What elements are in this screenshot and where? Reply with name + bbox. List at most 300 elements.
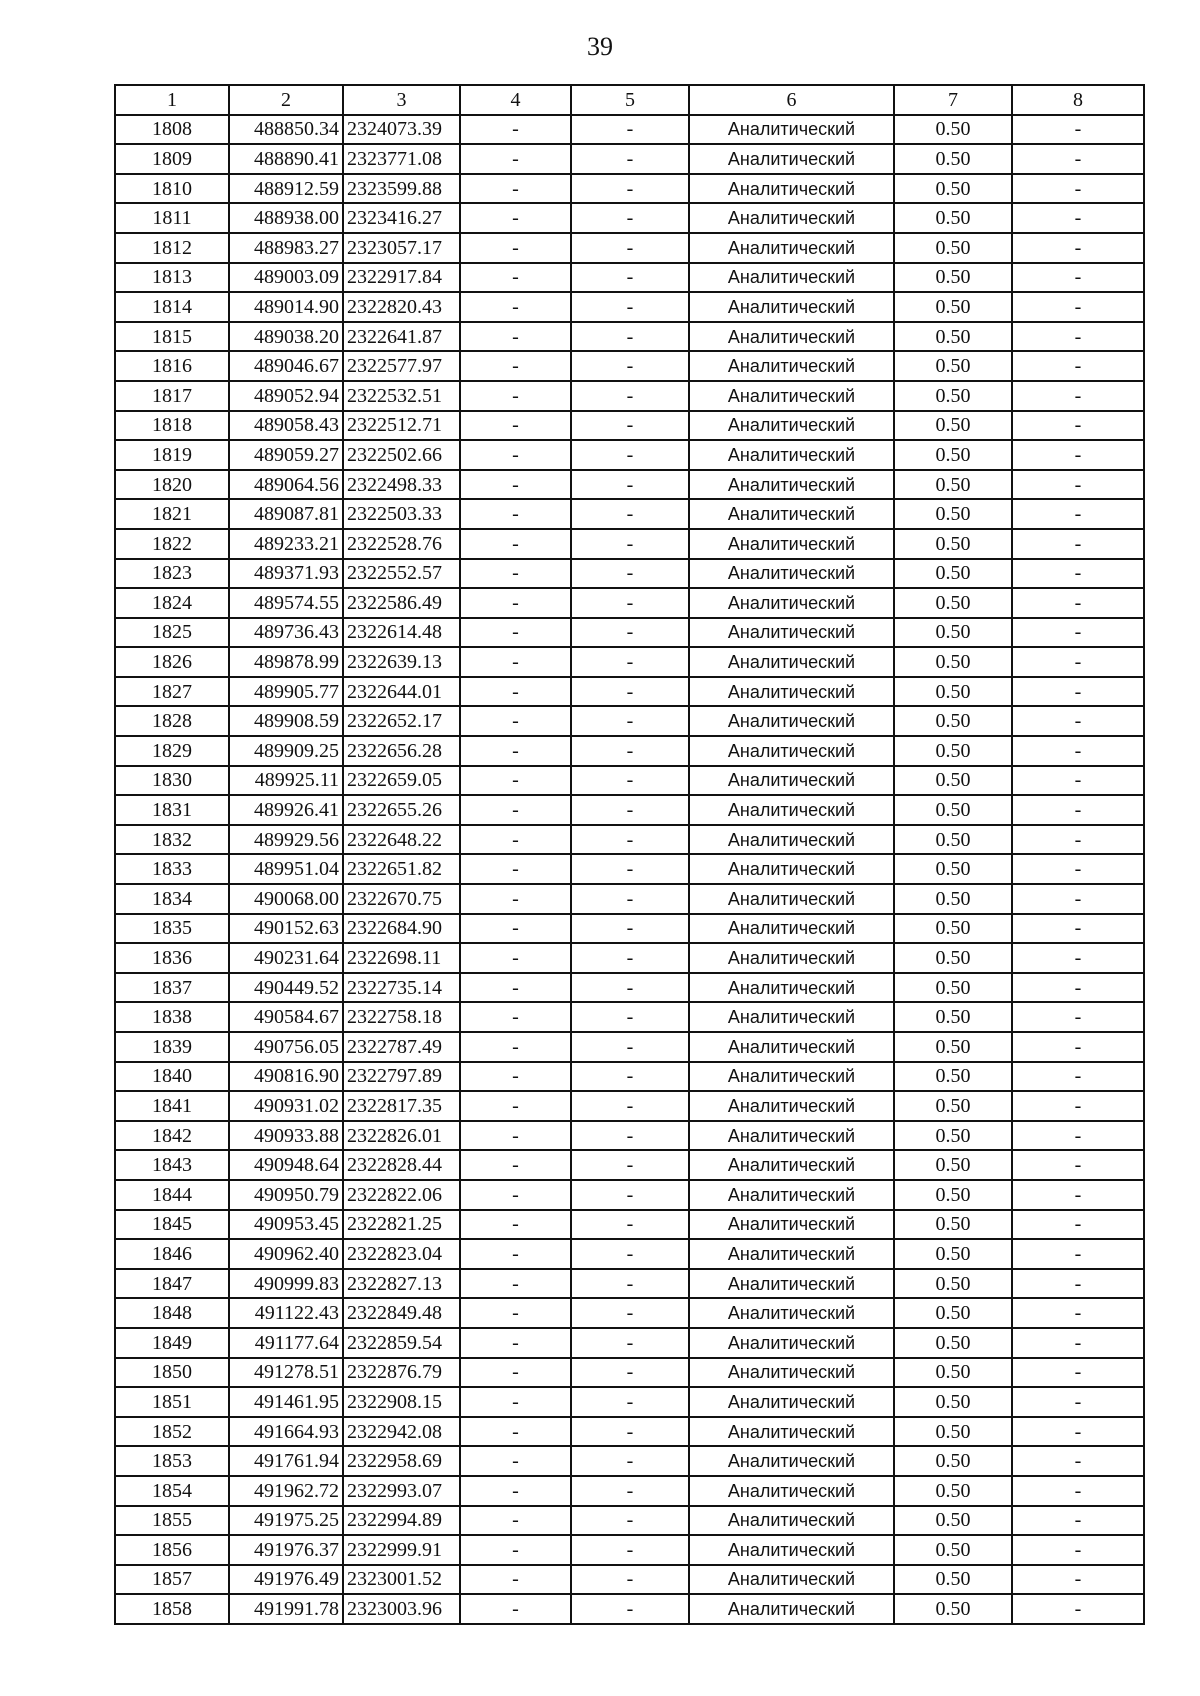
y-coordinate-cell: 2322652.17 — [343, 706, 460, 736]
x-coordinate-cell: 488850.34 — [229, 115, 343, 145]
column-8-cell: - — [1012, 1150, 1144, 1180]
column-5-cell: - — [571, 351, 689, 381]
column-8-cell: - — [1012, 351, 1144, 381]
column-8-cell: - — [1012, 795, 1144, 825]
accuracy-cell: 0.50 — [894, 1239, 1012, 1269]
y-coordinate-cell: 2322797.89 — [343, 1062, 460, 1092]
x-coordinate-cell: 489878.99 — [229, 647, 343, 677]
column-4-cell: - — [460, 1210, 571, 1240]
x-coordinate-cell: 489951.04 — [229, 854, 343, 884]
column-8-cell: - — [1012, 914, 1144, 944]
column-4-cell: - — [460, 1002, 571, 1032]
table-row — [115, 1121, 1144, 1151]
x-coordinate-cell: 489925.11 — [229, 766, 343, 796]
point-number-cell: 1844 — [115, 1180, 229, 1210]
table-row — [115, 174, 1144, 204]
table-row — [115, 529, 1144, 559]
accuracy-cell: 0.50 — [894, 1150, 1012, 1180]
column-5-cell: - — [571, 1535, 689, 1565]
accuracy-cell: 0.50 — [894, 440, 1012, 470]
table-row — [115, 1328, 1144, 1358]
column-8-cell: - — [1012, 706, 1144, 736]
page-number: 39 — [587, 32, 613, 61]
point-number-cell: 1857 — [115, 1565, 229, 1595]
point-number-cell: 1856 — [115, 1535, 229, 1565]
method-cell: Аналитический — [689, 1210, 894, 1240]
table-row — [115, 499, 1144, 529]
point-number-cell: 1811 — [115, 203, 229, 233]
y-coordinate-cell: 2322787.49 — [343, 1032, 460, 1062]
accuracy-cell: 0.50 — [894, 322, 1012, 352]
y-coordinate-cell: 2322942.08 — [343, 1417, 460, 1447]
column-5-cell: - — [571, 706, 689, 736]
table-row — [115, 647, 1144, 677]
column-8-cell: - — [1012, 884, 1144, 914]
x-coordinate-cell: 488890.41 — [229, 144, 343, 174]
column-4-cell: - — [460, 1121, 571, 1151]
table-row — [115, 588, 1144, 618]
accuracy-cell: 0.50 — [894, 1417, 1012, 1447]
column-header: 6 — [689, 85, 894, 115]
column-8-cell: - — [1012, 1121, 1144, 1151]
column-4-cell: - — [460, 1506, 571, 1536]
point-number-cell: 1815 — [115, 322, 229, 352]
table-row — [115, 322, 1144, 352]
column-8-cell: - — [1012, 1506, 1144, 1536]
column-8-cell: - — [1012, 1239, 1144, 1269]
column-8-cell: - — [1012, 1091, 1144, 1121]
column-5-cell: - — [571, 529, 689, 559]
column-5-cell: - — [571, 1091, 689, 1121]
point-number-cell: 1814 — [115, 292, 229, 322]
column-4-cell: - — [460, 1565, 571, 1595]
table-row — [115, 854, 1144, 884]
accuracy-cell: 0.50 — [894, 943, 1012, 973]
column-5-cell: - — [571, 766, 689, 796]
point-number-cell: 1849 — [115, 1328, 229, 1358]
table-row — [115, 233, 1144, 263]
method-cell: Аналитический — [689, 588, 894, 618]
column-5-cell: - — [571, 381, 689, 411]
x-coordinate-cell: 489003.09 — [229, 263, 343, 293]
point-number-cell: 1818 — [115, 411, 229, 441]
column-8-cell: - — [1012, 499, 1144, 529]
point-number-cell: 1832 — [115, 825, 229, 855]
x-coordinate-cell: 490953.45 — [229, 1210, 343, 1240]
accuracy-cell: 0.50 — [894, 706, 1012, 736]
table-row — [115, 559, 1144, 589]
column-5-cell: - — [571, 1121, 689, 1151]
y-coordinate-cell: 2322552.57 — [343, 559, 460, 589]
method-cell: Аналитический — [689, 499, 894, 529]
column-8-cell: - — [1012, 144, 1144, 174]
column-8-cell: - — [1012, 1417, 1144, 1447]
column-4-cell: - — [460, 115, 571, 145]
point-number-cell: 1827 — [115, 677, 229, 707]
table-row — [115, 1446, 1144, 1476]
column-8-cell: - — [1012, 1387, 1144, 1417]
column-8-cell: - — [1012, 322, 1144, 352]
column-5-cell: - — [571, 499, 689, 529]
method-cell: Аналитический — [689, 440, 894, 470]
column-4-cell: - — [460, 647, 571, 677]
method-cell: Аналитический — [689, 1298, 894, 1328]
column-5-cell: - — [571, 647, 689, 677]
x-coordinate-cell: 491461.95 — [229, 1387, 343, 1417]
point-number-cell: 1812 — [115, 233, 229, 263]
method-cell: Аналитический — [689, 1417, 894, 1447]
point-number-cell: 1837 — [115, 973, 229, 1003]
y-coordinate-cell: 2322826.01 — [343, 1121, 460, 1151]
y-coordinate-cell: 2323001.52 — [343, 1565, 460, 1595]
table-row — [115, 1150, 1144, 1180]
point-number-cell: 1846 — [115, 1239, 229, 1269]
y-coordinate-cell: 2322684.90 — [343, 914, 460, 944]
column-5-cell: - — [571, 233, 689, 263]
table-row — [115, 1210, 1144, 1240]
point-number-cell: 1838 — [115, 1002, 229, 1032]
y-coordinate-cell: 2322614.48 — [343, 618, 460, 648]
column-4-cell: - — [460, 1032, 571, 1062]
x-coordinate-cell: 489736.43 — [229, 618, 343, 648]
table-body — [115, 115, 1144, 1624]
point-number-cell: 1820 — [115, 470, 229, 500]
point-number-cell: 1819 — [115, 440, 229, 470]
table-row — [115, 943, 1144, 973]
x-coordinate-cell: 490931.02 — [229, 1091, 343, 1121]
accuracy-cell: 0.50 — [894, 351, 1012, 381]
x-coordinate-cell: 491976.49 — [229, 1565, 343, 1595]
x-coordinate-cell: 491177.64 — [229, 1328, 343, 1358]
table-row — [115, 1239, 1144, 1269]
column-4-cell: - — [460, 1476, 571, 1506]
accuracy-cell: 0.50 — [894, 825, 1012, 855]
accuracy-cell: 0.50 — [894, 1506, 1012, 1536]
point-number-cell: 1839 — [115, 1032, 229, 1062]
column-5-cell: - — [571, 943, 689, 973]
method-cell: Аналитический — [689, 1002, 894, 1032]
accuracy-cell: 0.50 — [894, 174, 1012, 204]
method-cell: Аналитический — [689, 203, 894, 233]
column-8-cell: - — [1012, 1032, 1144, 1062]
column-5-cell: - — [571, 825, 689, 855]
column-8-cell: - — [1012, 1594, 1144, 1624]
column-4-cell: - — [460, 588, 571, 618]
x-coordinate-cell: 488983.27 — [229, 233, 343, 263]
method-cell: Аналитический — [689, 263, 894, 293]
method-cell: Аналитический — [689, 618, 894, 648]
column-5-cell: - — [571, 884, 689, 914]
y-coordinate-cell: 2322670.75 — [343, 884, 460, 914]
column-4-cell: - — [460, 203, 571, 233]
column-5-cell: - — [571, 795, 689, 825]
x-coordinate-cell: 490756.05 — [229, 1032, 343, 1062]
point-number-cell: 1851 — [115, 1387, 229, 1417]
method-cell: Аналитический — [689, 1358, 894, 1388]
table-row — [115, 411, 1144, 441]
column-5-cell: - — [571, 1269, 689, 1299]
method-cell: Аналитический — [689, 1150, 894, 1180]
point-number-cell: 1841 — [115, 1091, 229, 1121]
column-4-cell: - — [460, 351, 571, 381]
method-cell: Аналитический — [689, 470, 894, 500]
column-4-cell: - — [460, 973, 571, 1003]
accuracy-cell: 0.50 — [894, 677, 1012, 707]
column-header: 2 — [229, 85, 343, 115]
y-coordinate-cell: 2322641.87 — [343, 322, 460, 352]
table-row — [115, 351, 1144, 381]
method-cell: Аналитический — [689, 1032, 894, 1062]
table-row — [115, 115, 1144, 145]
accuracy-cell: 0.50 — [894, 115, 1012, 145]
x-coordinate-cell: 489046.67 — [229, 351, 343, 381]
table-row — [115, 440, 1144, 470]
column-8-cell: - — [1012, 174, 1144, 204]
table-row — [115, 1062, 1144, 1092]
point-number-cell: 1836 — [115, 943, 229, 973]
method-cell: Аналитический — [689, 1239, 894, 1269]
x-coordinate-cell: 489087.81 — [229, 499, 343, 529]
header-row — [115, 85, 1144, 115]
method-cell: Аналитический — [689, 1476, 894, 1506]
table-row — [115, 884, 1144, 914]
column-8-cell: - — [1012, 1002, 1144, 1032]
point-number-cell: 1808 — [115, 115, 229, 145]
column-8-cell: - — [1012, 766, 1144, 796]
accuracy-cell: 0.50 — [894, 470, 1012, 500]
column-4-cell: - — [460, 1239, 571, 1269]
column-header: 3 — [343, 85, 460, 115]
accuracy-cell: 0.50 — [894, 854, 1012, 884]
y-coordinate-cell: 2322828.44 — [343, 1150, 460, 1180]
method-cell: Аналитический — [689, 411, 894, 441]
x-coordinate-cell: 490449.52 — [229, 973, 343, 1003]
x-coordinate-cell: 490584.67 — [229, 1002, 343, 1032]
accuracy-cell: 0.50 — [894, 1298, 1012, 1328]
method-cell: Аналитический — [689, 1446, 894, 1476]
method-cell: Аналитический — [689, 1091, 894, 1121]
column-4-cell: - — [460, 1358, 571, 1388]
method-cell: Аналитический — [689, 292, 894, 322]
y-coordinate-cell: 2322822.06 — [343, 1180, 460, 1210]
column-header: 4 — [460, 85, 571, 115]
accuracy-cell: 0.50 — [894, 292, 1012, 322]
x-coordinate-cell: 489038.20 — [229, 322, 343, 352]
column-8-cell: - — [1012, 1535, 1144, 1565]
table-row — [115, 292, 1144, 322]
accuracy-cell: 0.50 — [894, 529, 1012, 559]
method-cell: Аналитический — [689, 706, 894, 736]
method-cell: Аналитический — [689, 1535, 894, 1565]
column-8-cell: - — [1012, 1328, 1144, 1358]
column-5-cell: - — [571, 559, 689, 589]
table-row — [115, 825, 1144, 855]
table-row — [115, 144, 1144, 174]
y-coordinate-cell: 2322958.69 — [343, 1446, 460, 1476]
column-5-cell: - — [571, 203, 689, 233]
column-4-cell: - — [460, 322, 571, 352]
column-5-cell: - — [571, 1298, 689, 1328]
column-5-cell: - — [571, 1594, 689, 1624]
table-row — [115, 1298, 1144, 1328]
column-5-cell: - — [571, 1180, 689, 1210]
point-number-cell: 1854 — [115, 1476, 229, 1506]
column-4-cell: - — [460, 1062, 571, 1092]
column-8-cell: - — [1012, 854, 1144, 884]
accuracy-cell: 0.50 — [894, 1180, 1012, 1210]
accuracy-cell: 0.50 — [894, 1032, 1012, 1062]
accuracy-cell: 0.50 — [894, 1121, 1012, 1151]
point-number-cell: 1831 — [115, 795, 229, 825]
accuracy-cell: 0.50 — [894, 144, 1012, 174]
method-cell: Аналитический — [689, 677, 894, 707]
method-cell: Аналитический — [689, 884, 894, 914]
method-cell: Аналитический — [689, 322, 894, 352]
x-coordinate-cell: 489909.25 — [229, 736, 343, 766]
point-number-cell: 1852 — [115, 1417, 229, 1447]
table-row — [115, 914, 1144, 944]
x-coordinate-cell: 489233.21 — [229, 529, 343, 559]
y-coordinate-cell: 2322994.89 — [343, 1506, 460, 1536]
point-number-cell: 1830 — [115, 766, 229, 796]
column-5-cell: - — [571, 1417, 689, 1447]
y-coordinate-cell: 2323416.27 — [343, 203, 460, 233]
column-5-cell: - — [571, 736, 689, 766]
column-8-cell: - — [1012, 1269, 1144, 1299]
x-coordinate-cell: 490068.00 — [229, 884, 343, 914]
y-coordinate-cell: 2322758.18 — [343, 1002, 460, 1032]
column-8-cell: - — [1012, 115, 1144, 145]
column-4-cell: - — [460, 440, 571, 470]
column-4-cell: - — [460, 706, 571, 736]
accuracy-cell: 0.50 — [894, 588, 1012, 618]
y-coordinate-cell: 2322532.51 — [343, 381, 460, 411]
y-coordinate-cell: 2322849.48 — [343, 1298, 460, 1328]
column-5-cell: - — [571, 1062, 689, 1092]
method-cell: Аналитический — [689, 381, 894, 411]
column-5-cell: - — [571, 854, 689, 884]
point-number-cell: 1842 — [115, 1121, 229, 1151]
point-number-cell: 1809 — [115, 144, 229, 174]
table-row — [115, 766, 1144, 796]
y-coordinate-cell: 2322735.14 — [343, 973, 460, 1003]
x-coordinate-cell: 489371.93 — [229, 559, 343, 589]
accuracy-cell: 0.50 — [894, 559, 1012, 589]
method-cell: Аналитический — [689, 914, 894, 944]
table-row — [115, 203, 1144, 233]
method-cell: Аналитический — [689, 1180, 894, 1210]
point-number-cell: 1858 — [115, 1594, 229, 1624]
method-cell: Аналитический — [689, 144, 894, 174]
method-cell: Аналитический — [689, 854, 894, 884]
x-coordinate-cell: 490950.79 — [229, 1180, 343, 1210]
column-5-cell: - — [571, 144, 689, 174]
column-8-cell: - — [1012, 1298, 1144, 1328]
x-coordinate-cell: 490231.64 — [229, 943, 343, 973]
x-coordinate-cell: 489908.59 — [229, 706, 343, 736]
column-8-cell: - — [1012, 1062, 1144, 1092]
accuracy-cell: 0.50 — [894, 1002, 1012, 1032]
accuracy-cell: 0.50 — [894, 1210, 1012, 1240]
column-header: 5 — [571, 85, 689, 115]
x-coordinate-cell: 489058.43 — [229, 411, 343, 441]
point-number-cell: 1843 — [115, 1150, 229, 1180]
point-number-cell: 1855 — [115, 1506, 229, 1536]
column-4-cell: - — [460, 914, 571, 944]
column-4-cell: - — [460, 529, 571, 559]
table-row — [115, 795, 1144, 825]
accuracy-cell: 0.50 — [894, 884, 1012, 914]
x-coordinate-cell: 490948.64 — [229, 1150, 343, 1180]
method-cell: Аналитический — [689, 795, 894, 825]
column-4-cell: - — [460, 1180, 571, 1210]
point-number-cell: 1824 — [115, 588, 229, 618]
y-coordinate-cell: 2322577.97 — [343, 351, 460, 381]
point-number-cell: 1822 — [115, 529, 229, 559]
point-number-cell: 1847 — [115, 1269, 229, 1299]
x-coordinate-cell: 489905.77 — [229, 677, 343, 707]
column-8-cell: - — [1012, 825, 1144, 855]
column-8-cell: - — [1012, 647, 1144, 677]
column-4-cell: - — [460, 411, 571, 441]
column-4-cell: - — [460, 499, 571, 529]
table-row — [115, 736, 1144, 766]
method-cell: Аналитический — [689, 1506, 894, 1536]
accuracy-cell: 0.50 — [894, 203, 1012, 233]
point-number-cell: 1826 — [115, 647, 229, 677]
method-cell: Аналитический — [689, 115, 894, 145]
x-coordinate-cell: 488938.00 — [229, 203, 343, 233]
point-number-cell: 1829 — [115, 736, 229, 766]
y-coordinate-cell: 2322993.07 — [343, 1476, 460, 1506]
y-coordinate-cell: 2322656.28 — [343, 736, 460, 766]
method-cell: Аналитический — [689, 943, 894, 973]
method-cell: Аналитический — [689, 1062, 894, 1092]
accuracy-cell: 0.50 — [894, 1269, 1012, 1299]
column-4-cell: - — [460, 263, 571, 293]
method-cell: Аналитический — [689, 736, 894, 766]
column-4-cell: - — [460, 825, 571, 855]
table-row — [115, 470, 1144, 500]
method-cell: Аналитический — [689, 233, 894, 263]
x-coordinate-cell: 491991.78 — [229, 1594, 343, 1624]
table-row — [115, 1269, 1144, 1299]
method-cell: Аналитический — [689, 529, 894, 559]
method-cell: Аналитический — [689, 647, 894, 677]
x-coordinate-cell: 491122.43 — [229, 1298, 343, 1328]
column-8-cell: - — [1012, 292, 1144, 322]
method-cell: Аналитический — [689, 1269, 894, 1299]
column-4-cell: - — [460, 1446, 571, 1476]
accuracy-cell: 0.50 — [894, 973, 1012, 1003]
column-4-cell: - — [460, 795, 571, 825]
accuracy-cell: 0.50 — [894, 618, 1012, 648]
y-coordinate-cell: 2322648.22 — [343, 825, 460, 855]
column-5-cell: - — [571, 1387, 689, 1417]
y-coordinate-cell: 2322639.13 — [343, 647, 460, 677]
y-coordinate-cell: 2322859.54 — [343, 1328, 460, 1358]
column-5-cell: - — [571, 1328, 689, 1358]
y-coordinate-cell: 2322528.76 — [343, 529, 460, 559]
y-coordinate-cell: 2322917.84 — [343, 263, 460, 293]
column-4-cell: - — [460, 618, 571, 648]
y-coordinate-cell: 2322999.91 — [343, 1535, 460, 1565]
column-4-cell: - — [460, 1150, 571, 1180]
accuracy-cell: 0.50 — [894, 499, 1012, 529]
accuracy-cell: 0.50 — [894, 263, 1012, 293]
table-row — [115, 1535, 1144, 1565]
table-row — [115, 1358, 1144, 1388]
